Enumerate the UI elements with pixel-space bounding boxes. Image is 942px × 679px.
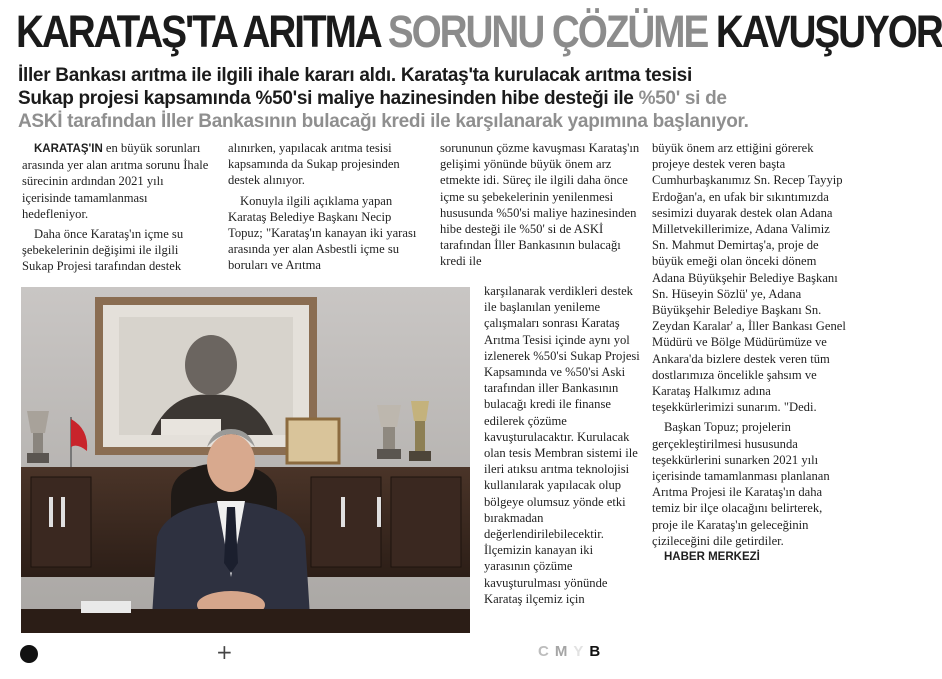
paper: [81, 601, 131, 613]
subheadline: [18, 64, 848, 133]
cmyk-m: M: [554, 643, 574, 660]
portrait-frame: [95, 297, 317, 455]
article-column-3-bottom: [484, 283, 642, 607]
subhead-line-3: [18, 110, 848, 133]
cmyk-k: B: [589, 643, 607, 660]
headline: [16, 6, 942, 58]
subhead-line-1: İller Bankası arıtma ile ilgili ihale kararı aldı. Karataş'ta kurulacak arıtma tesisi: [18, 65, 692, 86]
article-column-3-top: [440, 140, 640, 270]
col4-paragraph-1: büyük önem arz ettiğini görerek projeye destek veren başta Cumhurbaşkanımız Sn. Recep Tayyip Erdoğan'a, en ufak bir sıkıntımızda sesimizi duyarak destek olan Adana Milletvekillerimize, Adana Valimiz Sn. Mahmut Demirtaş'a, proje de büyük emeği olan önceki dönem Adana Büyükşehir Belediye Başkanı Sn. Hüseyin Sözlü' ye, Adana Büyükşehir Belediye Başkanı Sn. Zeydan Karalar' a, İller Bankası Genel Müdürü ve Bölge Müdürümüze ve Ankara'da bizlere destek veren tüm dostlarımıza öncelikle şahsım ve Karataş Halkımız adına teşekkürlerimizi sunarım. "Dedi.: [652, 141, 846, 415]
col1-lead: KARATAŞ'IN: [34, 143, 103, 155]
col2-paragraph-2: Konuyla ilgili açıklama yapan Karataş Belediye Başkanı Necip Topuz; "Karataş'ın kanayan iki yarası arasında yer alan Asbestli içme su boruları ve Arıtma: [228, 193, 417, 273]
headline-part-3: KAVUŞUYOR: [715, 6, 942, 57]
col1-p1-text: en büyük sorunları arasında yer alan arıtma sorunu İhale sürecinin ardından 2021 yılı içerisinde tamamlanması hedefleniyor.: [22, 141, 209, 221]
cmyk-marks: [538, 643, 606, 660]
subhead-line-2-grey: %50' si de: [638, 88, 727, 109]
cmyk-c: C: [538, 643, 555, 660]
subhead-line-3-text: ASKİ tarafından İller Bankasının bulacağı kredi ile karşılanarak yapımına başlanıyor.: [18, 111, 749, 132]
article-column-4: [652, 140, 848, 565]
col4-paragraph-2: Başkan Topuz; projelerin gerçekleştirilmesi hususunda teşekkürlerini sunarken 2021 yılı içerisinde tamamlanması planlanan Arıtma Projesi ile Karataş'ın daha temiz bir ilçe olacağını belirterek, proje ile Karataş'ın geleceğinin çizileceğini dile getirdiler.: [652, 420, 830, 548]
certificate-frame: [287, 419, 339, 463]
subhead-line-2: [18, 87, 848, 110]
registration-dot-icon: [20, 645, 38, 663]
office-photo-illustration: [21, 287, 470, 633]
cmyk-y: Y: [573, 643, 590, 660]
article-column-2: [228, 140, 423, 274]
col3-paragraph-1: sorununun çözme kavuşması Karataş'ın gelişimi yönünde büyük önem arz etmekte idi. Süreç ile ilgili daha önce içme su şebekelerinin yenilenmesi hususunda %50'si maliye hazinesinden hibe desteği ile %50' si de ASKİ tarafından İller Bankasının bulacağı kredi ile: [440, 141, 640, 269]
col1-paragraph-2: Daha önce Karataş'ın içme su şebekelerinin değişimi ile ilgili Sukap Projesi tarafından destek: [22, 227, 184, 274]
col1-paragraph-1: [22, 140, 212, 222]
article-column-1: [22, 140, 212, 275]
headline-part-2: SORUNU ÇÖZÜME: [387, 6, 716, 57]
col3-paragraph-2: karşılanarak verdikleri destek ile başlanılan yenileme çalışmaları sonrası Karataş Arıtma Tesisi içinde aynı yol izlenerek %50'si Sukap Projesi Kapsamında ve %50'si Aski tarafından iller Bankasının bulacağı kredi ile finanse edilerek çözüme kavuşturulacaktır. Kurulacak olan tesis Membran sistemi ile ileri atıksu arıtma teknolojisi kullanılarak yapılacak olup bölgeye olumsuz yönde etki bırakmadan değerlendirilebilecektir. İlçemizin kanayan iki yarasının çözüme kavuşturulması yönünde Karataş ilçemiz için: [484, 284, 640, 606]
registration-cross-icon: +: [216, 640, 233, 664]
author-byline: HABER MERKEZİ: [664, 551, 760, 564]
headline-part-1: KARATAŞ'TA ARITMA: [16, 6, 388, 57]
article-photo: [21, 287, 470, 633]
subhead-line-2-dark: Sukap projesi kapsamında %50'si maliye hazinesinden hibe desteği ile: [18, 88, 639, 109]
col2-paragraph-1: alınırken, yapılacak arıtma tesisi kapsamında da Sukap projesinden destek alınıyor.: [228, 141, 400, 188]
print-margin: [0, 637, 853, 679]
